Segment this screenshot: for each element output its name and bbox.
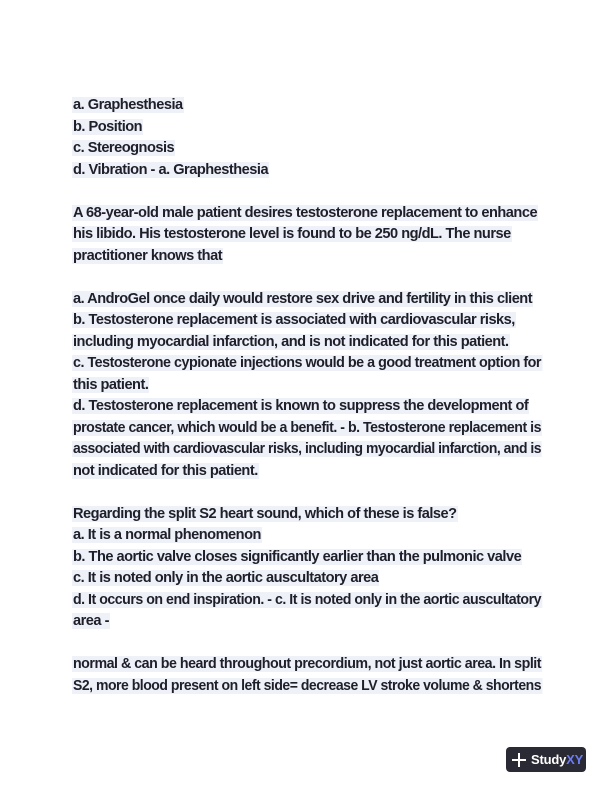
text-line-content: Regarding the split S2 heart sound, which of these is false? — [73, 505, 457, 522]
text-line-content: b. The aortic valve closes significantly earlier than the pulmonic valve — [73, 548, 522, 565]
text-line-content: d. Vibration - a. Graphesthesia — [73, 161, 269, 178]
text-line — [72, 95, 544, 117]
text-line — [72, 332, 544, 354]
text-line-content: area - — [73, 613, 109, 629]
text-line — [72, 525, 544, 547]
text-line-content: c. Stereognosis — [73, 140, 175, 156]
text-line-content: this patient. — [73, 376, 149, 393]
text-line-content: A 68-year-old male patient desires testosterone replacement to enhance — [73, 204, 538, 221]
text-line — [72, 461, 544, 483]
paragraph-gap — [72, 633, 544, 655]
paragraph-gap — [72, 181, 544, 203]
text-line-content: a. Graphesthesia — [73, 97, 183, 113]
paragraph-gap — [72, 267, 544, 289]
text-line — [72, 547, 544, 569]
text-line-content: b. Position — [73, 118, 143, 135]
plus-icon — [512, 753, 526, 767]
text-line — [72, 375, 544, 397]
text-line-content: associated with cardiovascular risks, including myocardial infarction, and is — [72, 441, 542, 457]
text-line — [72, 353, 542, 375]
text-line-content: normal & can be heard throughout precordium, not just aortic area. In split — [72, 656, 542, 672]
text-line — [72, 504, 544, 526]
document-body — [72, 95, 544, 697]
text-line — [72, 289, 544, 311]
text-line — [72, 611, 544, 633]
paragraph-gap — [72, 482, 544, 504]
text-line-content: including myocardial infarction, and is not indicated for this patient. — [73, 333, 509, 350]
text-line — [72, 676, 542, 698]
text-line — [72, 590, 542, 612]
brand-name-suffix: XY — [566, 752, 584, 767]
brand-name-prefix: Study — [531, 752, 567, 767]
text-line-content: c. Testosterone cypionate injections would be a good treatment option for — [72, 355, 542, 371]
text-line-content: c. It is noted only in the aortic auscultatory area — [73, 570, 379, 586]
text-line — [72, 310, 544, 332]
text-line-content: d. Testosterone replacement is known to suppress the development of — [73, 398, 529, 414]
text-line-content: a. It is a normal phenomenon — [73, 527, 261, 543]
text-line — [72, 568, 544, 590]
text-line-content: S2, more blood present on left side= decrease LV stroke volume & shortens — [72, 677, 542, 694]
text-line — [72, 439, 542, 461]
text-line — [72, 224, 544, 246]
text-line — [72, 138, 544, 160]
text-line-content: his libido. His testosterone level is found to be 250 ng/dL. The nurse — [73, 226, 511, 242]
studyxy-badge[interactable] — [506, 747, 586, 772]
text-line-content: d. It occurs on end inspiration. - c. It is noted only in the aortic auscultatory — [72, 591, 542, 608]
brand-name — [531, 752, 583, 767]
text-line — [72, 203, 544, 225]
text-line — [72, 117, 544, 139]
text-line — [72, 396, 544, 418]
text-line — [72, 160, 544, 182]
text-line — [72, 418, 542, 440]
text-line — [72, 654, 542, 676]
text-line-content: a. AndroGel once daily would restore sex drive and fertility in this client — [73, 290, 533, 307]
text-line-content: b. Testosterone replacement is associated with cardiovascular risks, — [73, 312, 515, 328]
text-line-content: prostate cancer, which would be a benefit. - b. Testosterone replacement is — [72, 419, 542, 436]
text-line-content: practitioner knows that — [73, 247, 223, 264]
text-line — [72, 246, 544, 268]
text-line-content: not indicated for this patient. — [73, 462, 258, 479]
